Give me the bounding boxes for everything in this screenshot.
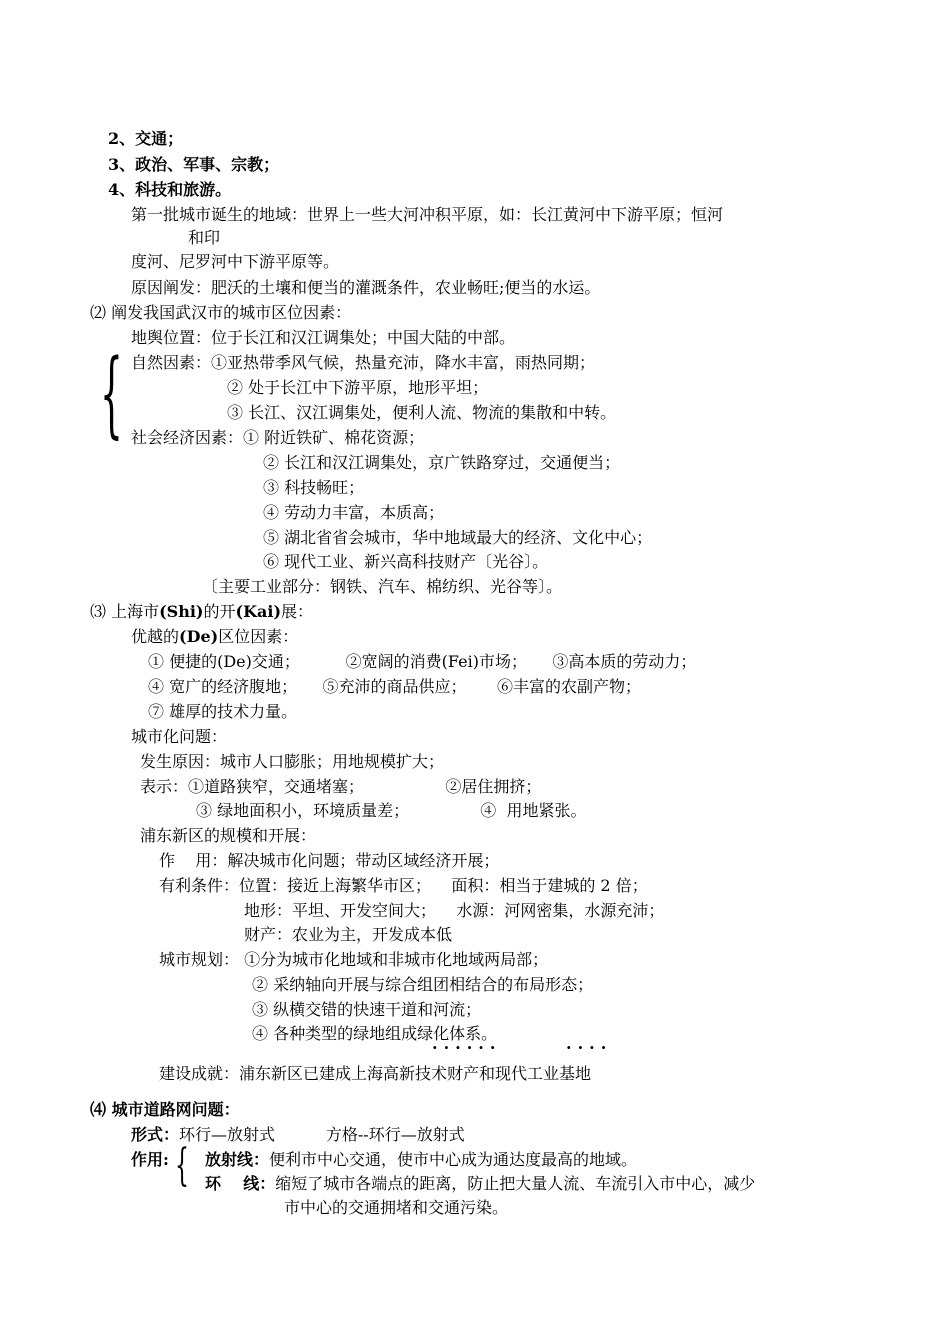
value: 缩短了城市各端点的距离，防止把大量人流、车流引入市中心，减少 bbox=[275, 1174, 756, 1193]
road-network-function-label: 作用: bbox=[131, 1150, 169, 1169]
pudong-achievement: 建设成就：浦东新区已建成上海高新技术财产和现代工业基地 bbox=[159, 1064, 592, 1083]
heading-part: 展： bbox=[281, 602, 314, 621]
section-heading-wuhan: ⑵ 阐发我国武汉市的城市区位因素： bbox=[90, 303, 352, 322]
shanghai-factors-row-2: ④ 宽广的经济腹地； ⑤充沛的商品供应； ⑥丰富的农副产物； bbox=[148, 677, 642, 696]
urbanization-symptoms-2: ③ 绿地面积小，环境质量差； ④ 用地紧张。 bbox=[196, 801, 587, 820]
pudong-conditions-3: 财产：农业为主，开发成本低 bbox=[244, 925, 453, 944]
list-item-politics: 3、政治、军事、宗教； bbox=[108, 155, 280, 174]
ring-road-function-cont: 市中心的交通拥堵和交通污染。 bbox=[284, 1198, 509, 1217]
pudong-conditions-2: 地形：平坦、开发空间大； 水源：河网密集，水源充沛； bbox=[244, 901, 665, 920]
wuhan-social-factor-2: ② 长江和汉江调集处，京广铁路穿过，交通便当； bbox=[263, 453, 621, 472]
shanghai-factors-row-1: ① 便捷的(De)交通； ②宽阔的消费(Fei)市场； ③高本质的劳动力； bbox=[148, 652, 697, 671]
section-heading-shanghai bbox=[90, 601, 313, 623]
radial-road-function bbox=[205, 1149, 637, 1171]
pudong-planning-4: ④ 各种类型的绿地组成绿化体系。 bbox=[252, 1024, 498, 1043]
wuhan-main-industries: 〔主要工业部分：钢铁、汽车、棉纺织、光谷等〕。 bbox=[202, 577, 563, 596]
section-heading-road-network: ⑷ 城市道路网问题： bbox=[90, 1100, 240, 1119]
list-item-tech-tourism: 4、科技和旅游。 bbox=[108, 180, 232, 199]
heading-part: (Kai) bbox=[235, 602, 282, 621]
wuhan-social-factor-5: ⑤ 湖北省省会城市，华中地域最大的经济、文化中心； bbox=[263, 528, 653, 547]
pudong-conditions-1: 有利条件：位置：接近上海繁华市区； 面积：相当于建城的 2 倍； bbox=[159, 876, 648, 895]
value: 便利市中心交通，使市中心成为通达度最高的地域。 bbox=[269, 1150, 638, 1169]
wuhan-social-factor-3: ③ 科技畅旺； bbox=[263, 478, 365, 497]
brace-symbol: { bbox=[100, 342, 123, 449]
paragraph-first-cities-cont2: 度河、尼罗河中下游平原等。 bbox=[131, 252, 340, 271]
text-part: 区位因素： bbox=[218, 627, 299, 646]
ring-road-function bbox=[205, 1173, 755, 1195]
wuhan-social-factor-1: 社会经济因素：① 附近铁矿、棉花资源； bbox=[131, 428, 425, 447]
paragraph-first-cities: 第一批城市诞生的地域：世界上一些大河冲积平原，如：长江黄河中下游平原；恒河 bbox=[131, 205, 724, 224]
urbanization-heading: 城市化问题： bbox=[131, 727, 228, 746]
wuhan-natural-factor-2: ② 处于长江中下游平原，地形平坦； bbox=[227, 378, 489, 397]
wuhan-natural-factor-3: ③ 长江、汉江调集处，便利人流、物流的集散和中转。 bbox=[227, 403, 617, 422]
paragraph-reason: 原因阐发：肥沃的土壤和便当的灌溉条件，农业畅旺;便当的水运。 bbox=[131, 278, 601, 297]
pudong-function: 作 用：解决城市化问题；带动区域经济开展； bbox=[159, 851, 500, 870]
pudong-planning-2: ② 采纳轴向开展与综合组团相结合的布局形态； bbox=[252, 975, 594, 994]
shanghai-factors-row-3: ⑦ 雄厚的技术力量。 bbox=[148, 702, 298, 721]
shanghai-location-heading bbox=[131, 626, 298, 648]
label: 环 线： bbox=[205, 1174, 276, 1193]
pudong-planning-1: 城市规划： ①分为城市化地域和非城市化地域两局部； bbox=[159, 950, 549, 969]
label: 形式： bbox=[131, 1125, 180, 1144]
urbanization-symptoms-1: 表示：①道路狭窄，交通堵塞； ②居住拥挤； bbox=[140, 777, 542, 796]
urbanization-causes: 发生原因：城市人口膨胀；用地规模扩大； bbox=[140, 752, 445, 771]
wuhan-geo-location: 地舆位置：位于长江和汉江调集处；中国大陆的中部。 bbox=[131, 328, 516, 347]
brace-symbol: { bbox=[175, 1142, 189, 1192]
pudong-heading: 浦东新区的规模和开展： bbox=[140, 826, 317, 845]
heading-part: ⑶ 上海市 bbox=[90, 602, 160, 621]
wuhan-social-factor-4: ④ 劳动力丰富，本质高； bbox=[263, 503, 445, 522]
text-part: 优越的 bbox=[131, 627, 180, 646]
heading-part: (Shi) bbox=[159, 602, 204, 621]
heading-part: 的开 bbox=[203, 602, 236, 621]
text-part: (De) bbox=[179, 627, 219, 646]
value: 环行—放射式 方格--环行—放射式 bbox=[179, 1125, 465, 1144]
emphasis-dots: ······ bbox=[432, 1038, 502, 1057]
paragraph-first-cities-cont: 和印 bbox=[188, 228, 221, 247]
list-item-transport: 2、交通； bbox=[108, 129, 184, 148]
wuhan-natural-factor-1: 自然因素：①亚热带季风气候，热量充沛，降水丰富，雨热同期； bbox=[131, 353, 596, 372]
pudong-planning-3: ③ 纵横交错的快速干道和河流； bbox=[252, 1000, 482, 1019]
wuhan-social-factor-6: ⑥ 现代工业、新兴高科技财产〔光谷〕。 bbox=[263, 552, 549, 571]
label: 放射线： bbox=[205, 1150, 270, 1169]
emphasis-dots: ···· bbox=[566, 1038, 613, 1057]
